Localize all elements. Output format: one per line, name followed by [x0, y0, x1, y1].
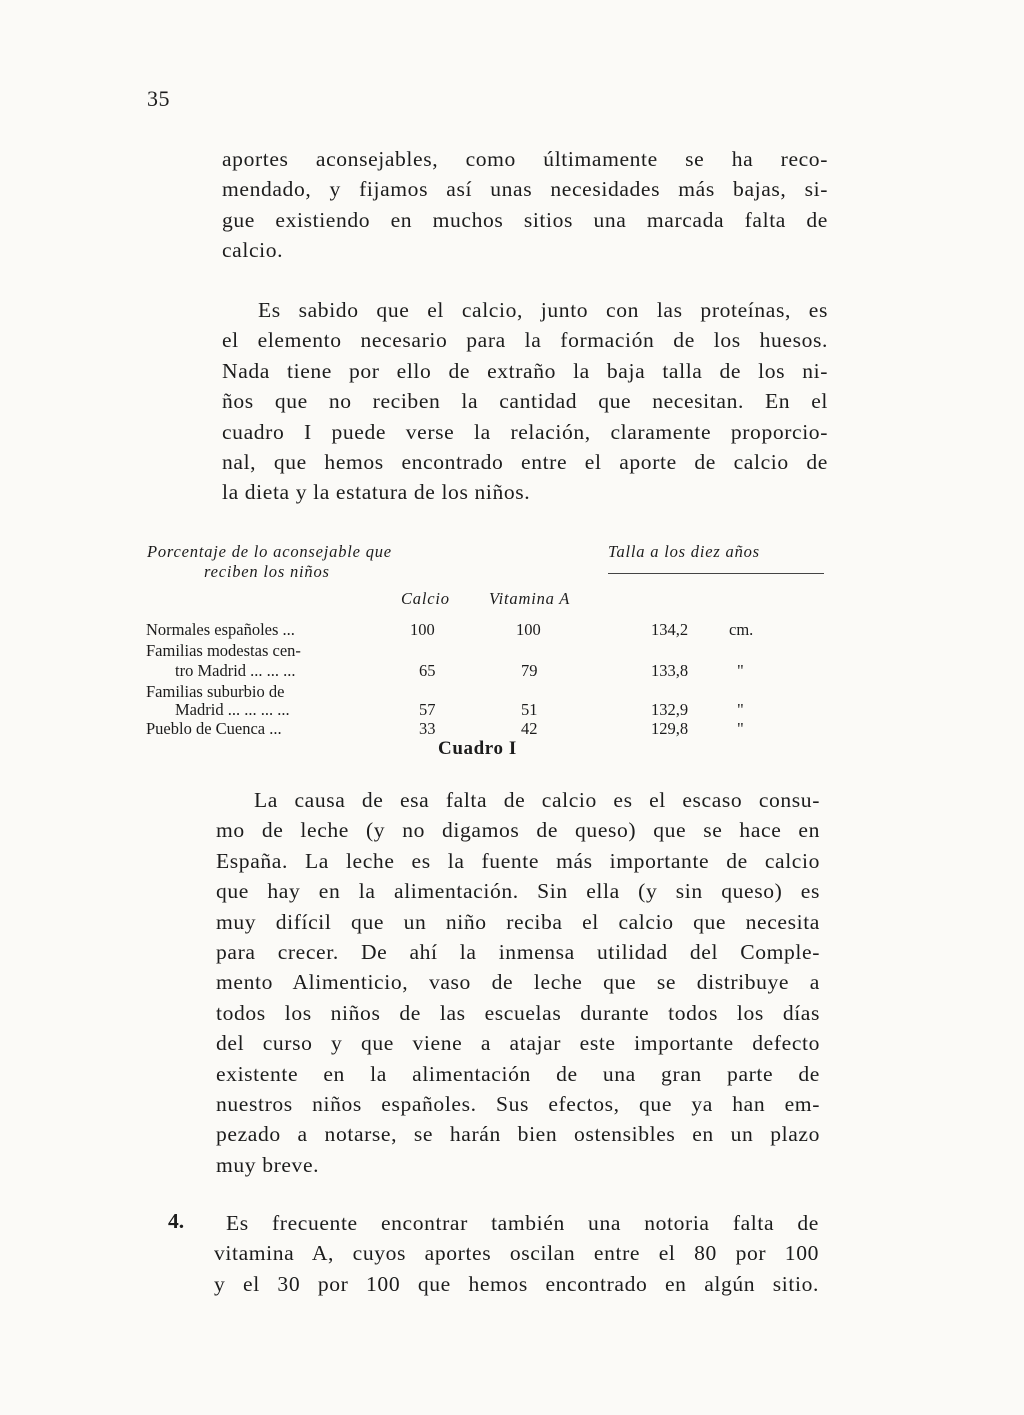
cell-vitamina: 42 — [521, 719, 538, 738]
cell-talla: 129,8 — [651, 719, 689, 738]
cell-vitamina: 79 — [521, 661, 538, 680]
text-line: calcio. — [222, 238, 284, 263]
cell-calcio: 33 — [419, 719, 436, 738]
cell-talla: 132,9 — [651, 700, 689, 719]
column-header-vitamina: Vitamina A — [489, 589, 571, 608]
text-line: mendado, y fijamos así unas necesidades más bajas, si- — [222, 177, 828, 202]
paragraph-4 — [214, 1208, 819, 1299]
text-line: nal, que hemos encontrado entre el aporte de calcio de — [222, 450, 828, 475]
text-line: muy difícil que un niño reciba el calcio que necesita — [216, 909, 820, 934]
row-label: Familias suburbio de — [146, 682, 285, 701]
text-line: la dieta y la estatura de los niños. — [222, 480, 531, 505]
text-line: La causa de esa falta de calcio es el escaso consu- — [254, 788, 820, 812]
item-number: 4. — [168, 1209, 185, 1233]
row-label: Pueblo de Cuenca ... — [146, 719, 282, 738]
text-line: que hay en la alimentación. Sin ella (y sin queso) es — [216, 879, 820, 904]
cell-unit: " — [737, 700, 744, 719]
row-label: tro Madrid ... ... ... — [175, 661, 296, 680]
row-label: Familias modestas cen- — [146, 641, 301, 660]
cell-vitamina: 100 — [516, 620, 541, 639]
text-line: Nada tiene por ello de extraño la baja talla de los ni- — [222, 358, 828, 383]
text-line: y el 30 por 100 que hemos encontrado en algún sitio. — [214, 1271, 819, 1296]
paragraph-3 — [216, 785, 820, 1180]
page-number: 35 — [147, 86, 170, 111]
text-line: España. La leche es la fuente más importante de calcio — [216, 848, 820, 873]
text-line: aportes aconsejables, como últimamente se ha reco- — [222, 147, 828, 171]
cell-calcio: 100 — [410, 620, 435, 639]
cell-calcio: 65 — [419, 661, 436, 680]
text-line: del curso y que viene a atajar este importante defecto — [216, 1031, 820, 1056]
text-line: nuestros niños españoles. Sus efectos, que ya han em- — [216, 1092, 820, 1117]
text-line: gue existiendo en muchos sitios una marcada falta de — [222, 207, 828, 232]
table-header-height: Talla a los diez años — [608, 542, 760, 561]
cell-calcio: 57 — [419, 700, 436, 719]
text-line: ños que no reciben la cantidad que necesitan. En el — [222, 389, 828, 414]
text-line: el elemento necesario para la formación de los huesos. — [222, 328, 828, 353]
table-header-percentage: Porcentaje de lo aconsejable que — [147, 542, 392, 561]
cell-unit: " — [737, 719, 744, 738]
row-label: Madrid ... ... ... ... — [175, 700, 290, 719]
text-line: para crecer. De ahí la inmensa utilidad del Comple- — [216, 940, 820, 965]
text-line: Es frecuente encontrar también una notoria falta de — [226, 1211, 819, 1235]
header-rule — [608, 573, 824, 574]
text-line: cuadro I puede verse la relación, claramente proporcio- — [222, 419, 828, 444]
cell-unit: " — [737, 661, 744, 680]
text-line: todos los niños de las escuelas durante todos los días — [216, 1000, 820, 1025]
column-header-calcio: Calcio — [401, 589, 450, 608]
row-label: Normales españoles ... — [146, 620, 295, 639]
table-header-percentage-2: reciben los niños — [204, 562, 330, 581]
cell-talla: 134,2 — [651, 620, 689, 639]
cell-unit: cm. — [729, 620, 754, 639]
cell-talla: 133,8 — [651, 661, 689, 680]
text-line: mento Alimenticio, vaso de leche que se distribuye a — [216, 970, 820, 995]
cell-vitamina: 51 — [521, 700, 538, 719]
text-line: vitamina A, cuyos aportes oscilan entre el 80 por 100 — [214, 1241, 819, 1266]
text-line: existente en la alimentación de una gran parte de — [216, 1061, 820, 1086]
text-line: pezado a notarse, se harán bien ostensibles en un plazo — [216, 1122, 820, 1147]
text-line: muy breve. — [216, 1152, 320, 1177]
text-line: Es sabido que el calcio, junto con las proteínas, es — [258, 298, 828, 322]
table-caption: Cuadro I — [438, 738, 517, 759]
text-line: mo de leche (y no digamos de queso) que se hace en — [216, 818, 820, 843]
paragraph-2 — [222, 295, 828, 508]
paragraph-1 — [222, 144, 828, 266]
